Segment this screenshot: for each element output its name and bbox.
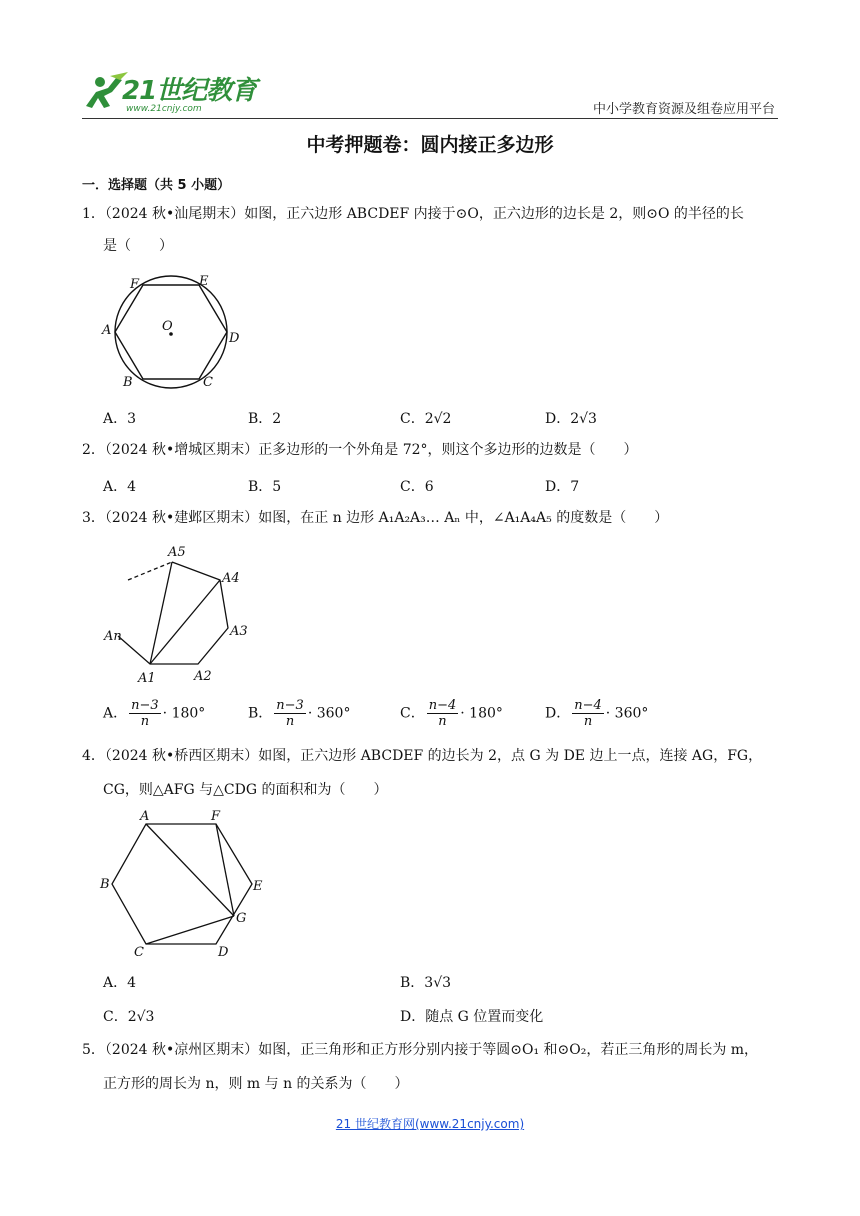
header-divider [82,118,778,119]
question-2-option-b: B．5 [248,479,282,495]
label-D: D [218,945,229,960]
question-3-option-a: A． $\frac{n-3}{n}$ · 180° [103,698,206,729]
label-C: C [134,945,144,960]
question-1-figure [98,272,248,392]
question-1-text: 1．（2024 秋•汕尾期末）如图，正六边形 ABCDEF 内接于⊙O，正六边形的边长是 2，则⊙O 的半径的长 [82,206,744,222]
label-B: B [100,877,110,892]
platform-name: 中小学教育资源及组卷应用平台 [592,102,775,117]
label-D: D [229,331,240,346]
question-2-option-a: A．4 [103,479,137,495]
question-2-option-d: D．7 [545,479,580,495]
label-C: C [203,375,213,390]
question-4-option-a: A．4 [103,975,137,991]
label-an: An [104,629,122,644]
question-1-option-c: C．2√2 [400,411,452,427]
logo-url: www.21cnjy.com [126,104,202,114]
footer-link[interactable]: 21 世纪教育网(www.21cnjy.com) [335,1117,525,1131]
question-4-option-c: C．2√3 [103,1009,155,1025]
page-title: 中考押题卷：圆内接正多边形 [306,134,554,156]
label-a5: A5 [168,545,186,560]
question-4-figure [98,808,268,960]
question-1-option-a: A．3 [103,411,137,427]
label-A: A [140,809,150,824]
label-B: B [123,375,133,390]
label-G: G [236,911,247,926]
question-3-option-d: D． $\frac{n-4}{n}$ · 360° [545,698,649,729]
question-4-option-d: D．随点 G 位置而变化 [400,1009,544,1025]
question-3-option-b: B． $\frac{n-3}{n}$ · 360° [248,698,351,729]
label-a3: A3 [230,624,248,639]
label-E: E [253,879,263,894]
question-3-figure [100,540,250,690]
question-2-option-c: C．6 [400,479,434,495]
logo-text: 21世纪教育 [122,76,257,106]
question-1-option-b: B．2 [248,411,282,427]
label-a2: A2 [194,669,212,684]
question-2-text: 2．（2024 秋•增城区期末）正多边形的一个外角是 72°，则这个多边形的边数是（ ） [82,442,638,458]
label-O: O [162,319,173,334]
label-F: F [130,277,140,292]
question-3-text: 3．（2024 秋•建邺区期末）如图，在正 n 边形 A₁A₂A₃… Aₙ 中，∠A₁A₄A₅ 的度数是（ ） [82,510,669,526]
question-4-text-cont: CG，则△AFG 与△CDG 的面积和为（ ） [103,782,388,798]
question-5-text-cont: 正方形的周长为 n，则 m 与 n 的关系为（ ） [103,1076,409,1092]
question-5-text: 5．（2024 秋•凉州区期末）如图，正三角形和正方形分别内接于等圆⊙O₁ 和⊙O₂，若正三角形的周长为 m， [82,1042,759,1058]
question-4-text: 4．（2024 秋•桥西区期末）如图，正六边形 ABCDEF 的边长为 2，点 G 为 DE 边上一点，连接 AG，FG， [82,748,763,764]
label-a1: A1 [138,671,156,686]
label-a4: A4 [222,571,240,586]
question-4-option-b: B．3√3 [400,975,452,991]
question-3-option-c: C． $\frac{n-4}{n}$ · 180° [400,698,503,729]
label-A: A [102,323,112,338]
question-1-text-cont: 是（ ） [103,238,173,254]
section-heading: 一．选择题（共 5 小题） [82,178,231,193]
label-F: F [211,809,221,824]
label-E: E [199,274,209,289]
question-1-option-d: D．2√3 [545,411,597,427]
